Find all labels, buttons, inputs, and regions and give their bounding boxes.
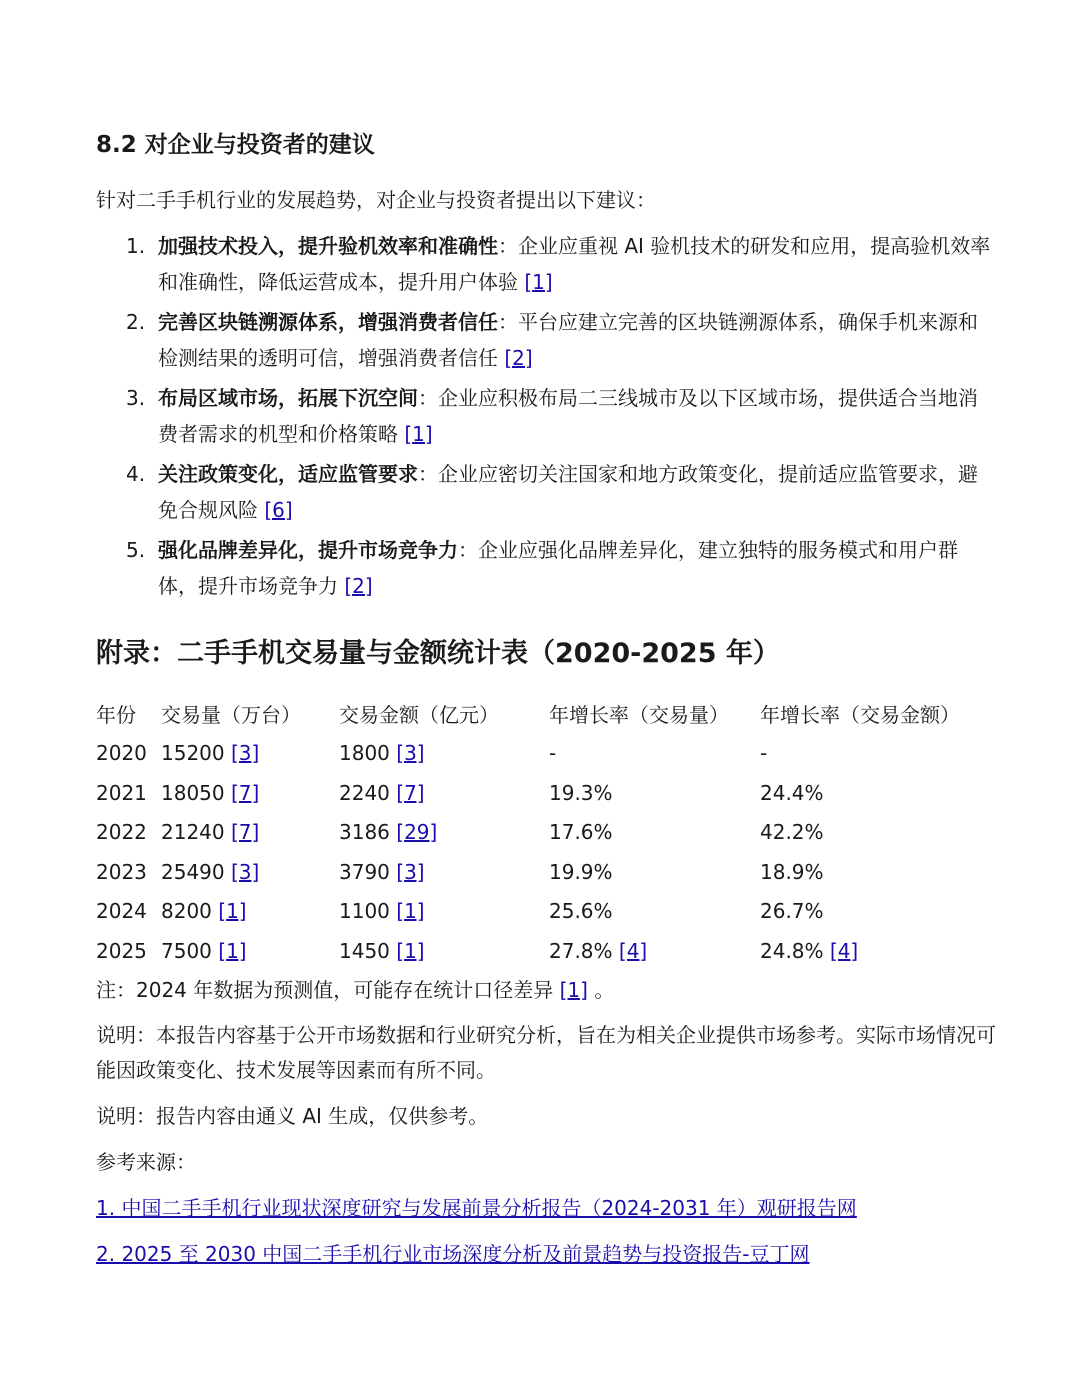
list-item xyxy=(96,304,996,376)
cell-volume-growth: 25.6% xyxy=(549,899,613,924)
disclaimer-paragraph: 说明：本报告内容基于公开市场数据和行业研究分析，旨在为相关企业提供市场参考。实际市场情况可能因政策变化、技术发展等因素而有所不同。 xyxy=(96,1023,996,1082)
cell-year: 2024 xyxy=(96,899,147,924)
column-header-volume: 交易量（万台） xyxy=(161,703,301,728)
list-item-heading: 强化品牌差异化，提升市场竞争力 xyxy=(158,538,458,562)
cell-year: 2022 xyxy=(96,820,147,845)
table-note: 注：2024 年数据为预测值，可能存在统计口径差异 [1] 。 xyxy=(96,978,615,1002)
list-item xyxy=(96,380,996,452)
list-item-number: 2. xyxy=(126,310,146,334)
section-title: 8.2 对企业与投资者的建议 xyxy=(96,132,375,158)
cell-amount-growth: 24.8% [4] xyxy=(760,938,859,963)
citation-link[interactable]: [1] xyxy=(404,422,433,446)
reference-item xyxy=(96,1192,857,1224)
cell-amount: 3186 [29] xyxy=(339,820,438,845)
citation-link[interactable]: [4] xyxy=(829,938,859,963)
list-item-number: 5. xyxy=(126,538,146,562)
citation-link[interactable]: [4] xyxy=(618,938,648,963)
citation-link[interactable]: [1] xyxy=(218,899,247,924)
citation-link[interactable]: [2] xyxy=(344,574,373,598)
citation-link[interactable]: [3] xyxy=(396,741,425,766)
column-header-amount: 交易金额（亿元） xyxy=(339,703,499,728)
citation-link[interactable]: [6] xyxy=(264,498,293,522)
cell-amount: 1800 [3] xyxy=(339,741,425,766)
list-item xyxy=(96,532,996,604)
list-item-text: ：企业应重视 AI 验机技术的研发和应用，提高验机效率和准确性，降低运营成本，提升用户体验 xyxy=(158,234,991,294)
cell-volume-growth: 19.9% xyxy=(549,859,613,884)
citation-link[interactable]: [1] xyxy=(396,899,425,924)
list-item-text: ：企业应积极布局二三线城市及以下区域市场，提供适合当地消费者需求的机型和价格策略 xyxy=(158,386,978,446)
table-row xyxy=(96,931,1000,971)
list-item-heading: 关注政策变化，适应监管要求 xyxy=(158,462,418,486)
table-row xyxy=(96,852,1000,892)
list-item xyxy=(96,456,996,528)
citation-link[interactable]: [1] xyxy=(524,270,553,294)
cell-volume: 7500 [1] xyxy=(161,938,247,963)
cell-amount-growth: 18.9% xyxy=(760,859,824,884)
cell-amount: 2240 [7] xyxy=(339,780,425,805)
cell-volume: 8200 [1] xyxy=(161,899,247,924)
citation-link[interactable]: [1] xyxy=(559,978,588,1002)
reference-link[interactable]: 2. 2025 至 2030 中国二手手机行业市场深度分析及前景趋势与投资报告-豆丁网 xyxy=(96,1242,810,1266)
cell-amount-growth: 26.7% xyxy=(760,899,824,924)
recommendation-list xyxy=(96,228,996,608)
list-item-text: ：平台应建立完善的区块链溯源体系，确保手机来源和检测结果的透明可信，增强消费者信任 xyxy=(158,310,978,370)
cell-volume: 18050 [7] xyxy=(161,780,260,805)
table-row xyxy=(96,813,1000,853)
citation-link[interactable]: [2] xyxy=(504,346,533,370)
cell-amount: 1100 [1] xyxy=(339,899,425,924)
cell-volume: 15200 [3] xyxy=(161,741,260,766)
cell-volume-growth: 17.6% xyxy=(549,820,613,845)
cell-amount-growth: - xyxy=(760,741,768,766)
citation-link[interactable]: [29] xyxy=(396,820,438,845)
references-heading: 参考来源： xyxy=(96,1150,196,1174)
column-header-year: 年份 xyxy=(96,703,136,728)
column-header-amount-growth: 年增长率（交易金额） xyxy=(760,703,960,728)
citation-link[interactable]: [3] xyxy=(396,859,425,884)
reference-item xyxy=(96,1238,810,1270)
list-item-text: ：企业应密切关注国家和地方政策变化，提前适应监管要求，避免合规风险 xyxy=(158,462,978,522)
table-row xyxy=(96,773,1000,813)
stats-table xyxy=(96,694,1000,971)
table-row xyxy=(96,734,1000,774)
table-header-row xyxy=(96,694,1000,734)
list-item-number: 4. xyxy=(126,462,146,486)
cell-year: 2021 xyxy=(96,780,147,805)
citation-link[interactable]: [3] xyxy=(230,741,260,766)
list-item-heading: 布局区域市场，拓展下沉空间 xyxy=(158,386,418,410)
cell-volume: 21240 [7] xyxy=(161,820,260,845)
appendix-title: 附录：二手手机交易量与金额统计表（2020-2025 年） xyxy=(96,638,780,669)
table-row xyxy=(96,892,1000,932)
citation-link[interactable]: [7] xyxy=(230,780,260,805)
cell-volume: 25490 [3] xyxy=(161,859,260,884)
cell-volume-growth: 19.3% xyxy=(549,780,613,805)
citation-link[interactable]: [7] xyxy=(230,820,260,845)
cell-year: 2023 xyxy=(96,859,147,884)
cell-volume-growth: - xyxy=(549,741,557,766)
citation-link[interactable]: [1] xyxy=(218,938,247,963)
cell-year: 2025 xyxy=(96,938,147,963)
cell-amount-growth: 42.2% xyxy=(760,820,824,845)
citation-link[interactable]: [1] xyxy=(396,938,425,963)
ai-disclaimer: 说明：报告内容由通义 AI 生成，仅供参考。 xyxy=(96,1104,489,1128)
list-item-number: 3. xyxy=(126,386,146,410)
list-item-number: 1. xyxy=(126,234,146,258)
cell-volume-growth: 27.8% [4] xyxy=(549,938,648,963)
list-item-text: ：企业应强化品牌差异化，建立独特的服务模式和用户群体，提升市场竞争力 xyxy=(158,538,958,598)
section-intro: 针对二手手机行业的发展趋势，对企业与投资者提出以下建议： xyxy=(96,188,656,212)
reference-link[interactable]: 1. 中国二手手机行业现状深度研究与发展前景分析报告（2024-2031 年）观研报告网 xyxy=(96,1196,857,1220)
cell-amount: 1450 [1] xyxy=(339,938,425,963)
citation-link[interactable]: [3] xyxy=(230,859,260,884)
cell-amount-growth: 24.4% xyxy=(760,780,824,805)
cell-amount: 3790 [3] xyxy=(339,859,425,884)
list-item xyxy=(96,228,996,300)
list-item-heading: 加强技术投入，提升验机效率和准确性 xyxy=(158,234,498,258)
cell-year: 2020 xyxy=(96,741,147,766)
list-item-heading: 完善区块链溯源体系，增强消费者信任 xyxy=(158,310,498,334)
citation-link[interactable]: [7] xyxy=(396,780,425,805)
column-header-volume-growth: 年增长率（交易量） xyxy=(549,703,729,728)
